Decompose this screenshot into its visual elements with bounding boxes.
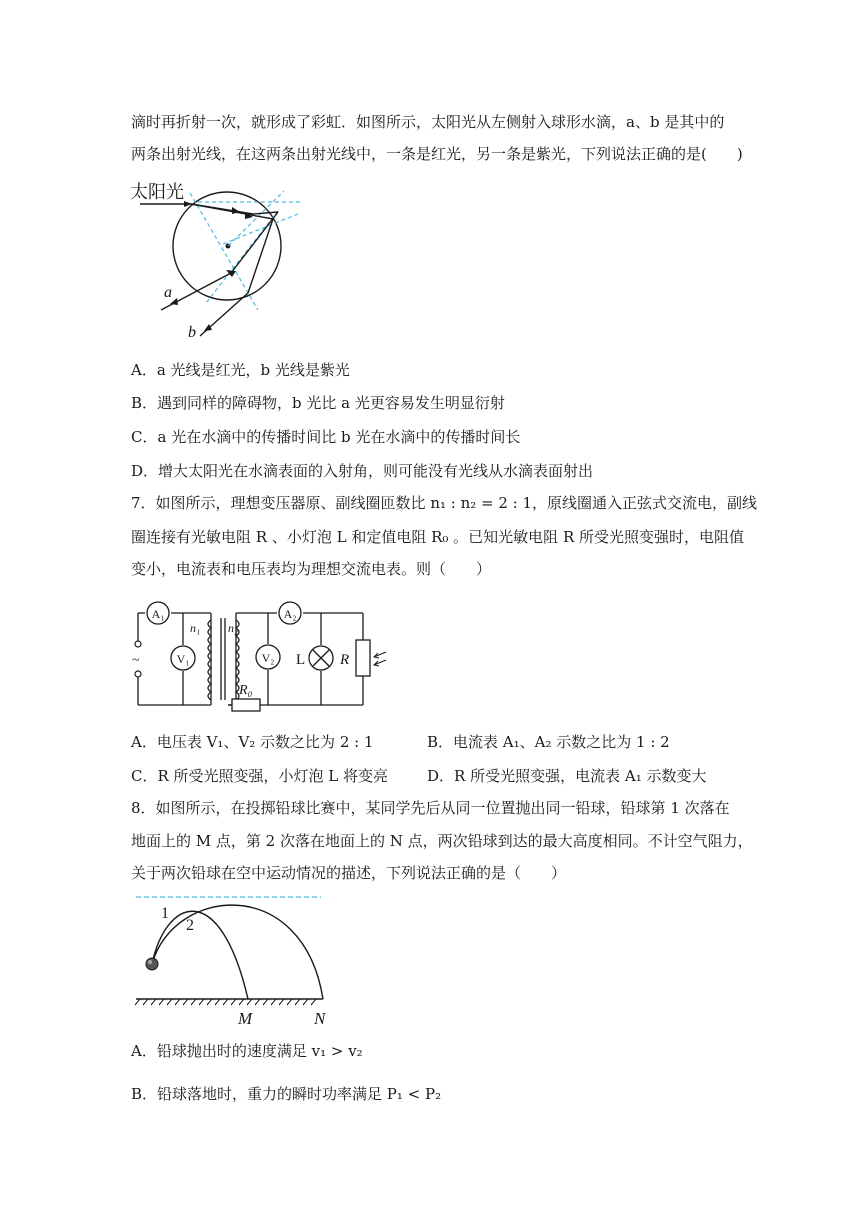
ray-b-label: b	[188, 324, 196, 341]
q7-stem-line-3: 变小，电流表和电压表均为理想交流电表。则（ ）	[131, 560, 492, 578]
point-n-label: N	[314, 1009, 326, 1028]
ground-hatching	[135, 999, 316, 1005]
shot-put-figure	[128, 892, 328, 1030]
shot-ball	[146, 958, 158, 970]
resistor-r0-label: R₀	[239, 683, 253, 698]
ray-arrows	[170, 201, 253, 331]
voltmeter-v1-label: V₁	[176, 652, 190, 666]
q7-option-b: B．电流表 A₁、A₂ 示数之比为 1 : 2	[427, 733, 670, 751]
point-m-label: M	[238, 1009, 253, 1028]
q8-option-a: A．铅球抛出时的速度满足 v₁ > v₂	[131, 1042, 363, 1060]
photoresistor-r	[356, 640, 370, 676]
path-2-label: 2	[186, 917, 194, 934]
ammeter-a1-label: A₁	[151, 607, 165, 621]
q7-stem-line-2: 圈连接有光敏电阻 R 、小灯泡 L 和定值电阻 R₀ 。已知光敏电阻 R 所受光照变强时，电阻值	[131, 528, 745, 546]
trajectory-1	[152, 911, 248, 999]
transformer-circuit-figure	[128, 598, 390, 716]
q8-stem-line-1: 8．如图所示，在投掷铅球比赛中，某同学先后从同一位置抛出同一铅球，铅球第 1 次落在	[131, 799, 730, 817]
q6-stem-line-2: 两条出射光线，在这两条出射光线中，一条是红光，另一条是紫光，下列说法正确的是( )	[131, 145, 743, 163]
q6-option-b: B．遇到同样的障碍物，b 光比 a 光更容易发生明显衍射	[131, 394, 505, 412]
sunlight-label: 太阳光	[130, 182, 184, 202]
light-rays	[140, 204, 278, 336]
normal-lines	[190, 191, 300, 310]
lamp-label: L	[296, 652, 306, 668]
voltmeter-v2-label: V₂	[261, 651, 275, 665]
light-arrows-icon	[374, 652, 386, 666]
path-1-label: 1	[161, 905, 169, 922]
raindrop-figure	[128, 174, 318, 346]
ac-source-symbol: ~	[132, 653, 140, 668]
q7-option-a: A．电压表 V₁、V₂ 示数之比为 2 : 1	[131, 733, 374, 751]
n1-label: n₁	[190, 621, 201, 635]
q8-option-b: B．铅球落地时，重力的瞬时功率满足 P₁ < P₂	[131, 1085, 442, 1103]
photoresistor-label: R	[340, 652, 350, 668]
trajectory-2	[152, 905, 323, 999]
q7-option-c: C．R 所受光照变强，小灯泡 L 将变亮	[131, 767, 389, 785]
ray-a-label: a	[164, 284, 172, 301]
q6-option-d: D．增大太阳光在水滴表面的入射角，则可能没有光线从水滴表面射出	[131, 462, 594, 480]
q7-option-d: D．R 所受光照变强，电流表 A₁ 示数变大	[427, 767, 707, 785]
q7-stem-line-1: 7．如图所示，理想变压器原、副线圈匝数比 n₁ : n₂ = 2 : 1，原线圈通入正弦式交流电，副线	[131, 494, 758, 512]
q8-stem-line-2: 地面上的 M 点，第 2 次落在地面上的 N 点，两次铅球到达的最大高度相同。不计空气阻力，	[131, 832, 753, 850]
q6-option-c: C．a 光在水滴中的传播时间比 b 光在水滴中的传播时间长	[131, 428, 521, 446]
q8-stem-line-3: 关于两次铅球在空中运动情况的描述，下列说法正确的是（ ）	[131, 864, 567, 882]
ac-terminal-bottom	[135, 671, 141, 677]
q6-stem-line-1: 滴时再折射一次，就形成了彩虹．如图所示，太阳光从左侧射入球形水滴，a、b 是其中的	[131, 113, 725, 131]
resistor-r0	[232, 699, 260, 711]
ammeter-a2-label: A₂	[283, 607, 297, 621]
q6-option-a: A．a 光线是红光，b 光线是紫光	[131, 361, 350, 379]
ac-terminal-top	[135, 641, 141, 647]
n2-label: n₂	[228, 621, 239, 635]
